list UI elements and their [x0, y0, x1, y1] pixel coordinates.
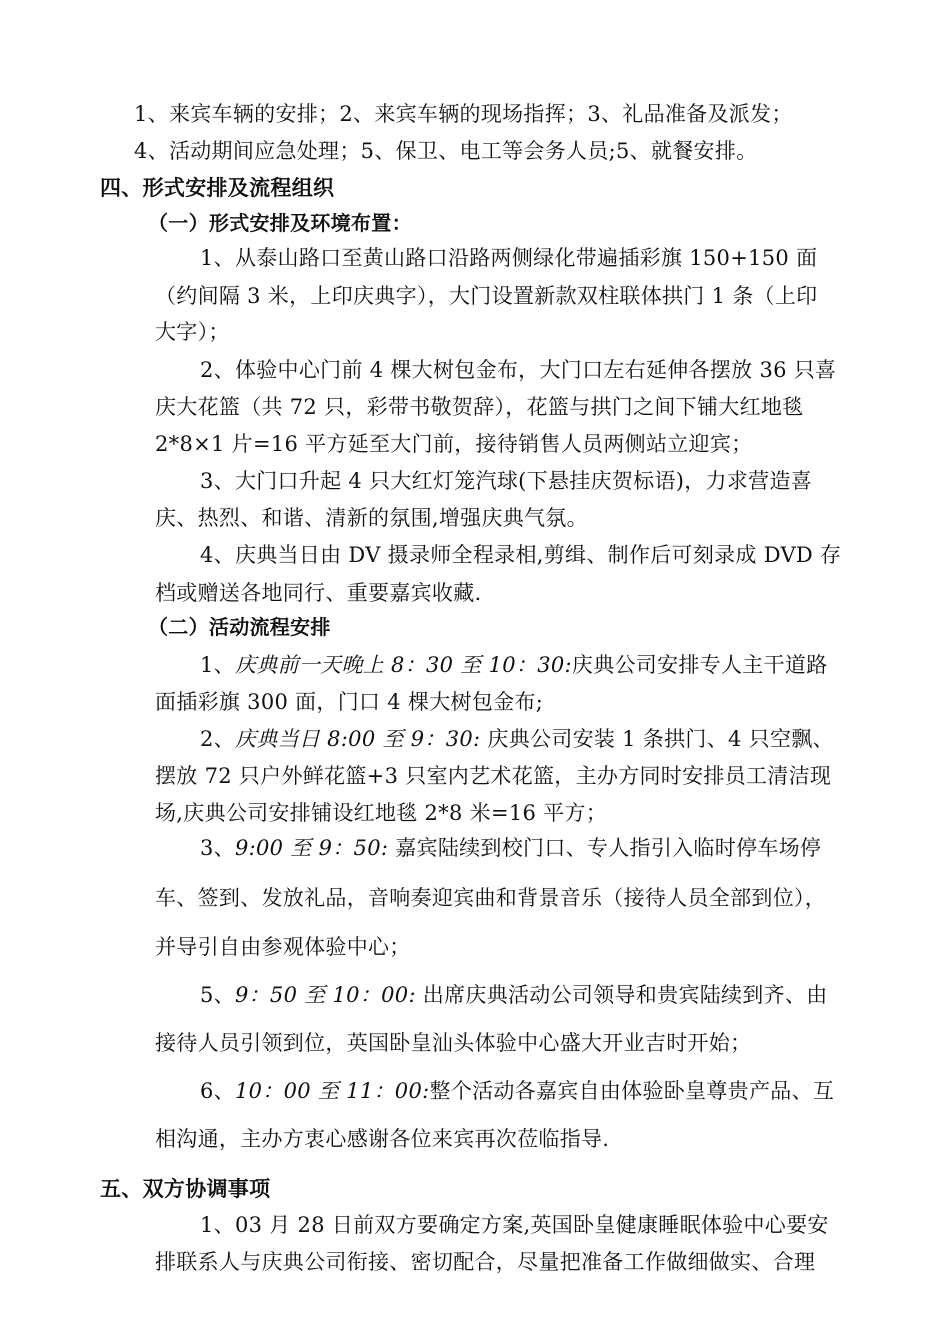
subsection-heading-2: （二）活动流程安排	[148, 615, 331, 639]
text-line: （约间隔 3 米，上印庆典字），大门设置新款双柱联体拱门 1 条（上印	[155, 284, 818, 308]
text-line: 排联系人与庆典公司衔接、密切配合，尽量把准备工作做细做实、合理	[155, 1250, 816, 1274]
text-line: 1、03 月 28 日前双方要确定方案,英国卧皇健康睡眠体验中心要安	[200, 1213, 829, 1237]
text-line: 4、庆典当日由 DV 摄录师全程录相,剪缉、制作后可刻录成 DVD 存	[200, 543, 842, 567]
text-line: 庆大花篮（共 72 只，彩带书敬贺辞），花篮与拱门之间下铺大红地毯	[155, 395, 804, 419]
section-heading-4: 四、形式安排及流程组织	[100, 176, 335, 200]
item-text: 整个活动各嘉宾自由体验卧皇尊贵产品、互	[429, 1079, 835, 1103]
text-line: 1、从泰山路口至黄山路口沿路两侧绿化带遍插彩旗 150+150 面	[200, 246, 818, 270]
section-heading-5: 五、双方协调事项	[100, 1177, 271, 1201]
text-line: 并导引自由参观体验中心；	[155, 935, 411, 959]
text-line: 2、体验中心门前 4 棵大树包金布，大门口左右延伸各摆放 36 只喜	[200, 358, 837, 382]
time-range: 庆典当日 8:00 至 9：30:	[234, 727, 481, 751]
text-line: 庆、热烈、和谐、清新的氛围,增强庆典气氛。	[155, 506, 588, 530]
text-line: 摆放 72 只户外鲜花篮+3 只室内艺术花篮，主办方同时安排员工清洁现	[155, 764, 832, 788]
flow-item-2	[200, 724, 834, 754]
text-line: 相沟通，主办方衷心感谢各位来宾再次莅临指导.	[155, 1127, 610, 1151]
flow-item-3	[200, 833, 821, 863]
time-range: 庆典前一天晚上 8：30 至 10：30:	[234, 653, 572, 677]
time-range: 9：50 至 10：00:	[234, 983, 416, 1007]
time-range: 10：00 至 11：00:	[234, 1079, 430, 1103]
subsection-heading-1: （一）形式安排及环境布置：	[148, 211, 412, 235]
text-line: 车、签到、发放礼品，音响奏迎宾曲和背景音乐（接待人员全部到位），	[155, 886, 827, 910]
text-line: 接待人员引领到位，英国卧皇汕头体验中心盛大开业吉时开始；	[155, 1031, 752, 1055]
item-text: 庆典公司安排专人主干道路	[571, 653, 828, 677]
text-line: 2*8×1 片=16 平方延至大门前，接待销售人员两侧站立迎宾；	[155, 432, 753, 456]
text-line: 档或赠送各地同行、重要嘉宾收藏.	[155, 581, 482, 605]
flow-item-5	[200, 980, 828, 1010]
text-line: 1、来宾车辆的安排；2、来宾车辆的现场指挥；3、礼品准备及派发；	[134, 102, 793, 126]
item-number: 1、	[200, 653, 235, 677]
item-text: 出席庆典活动公司领导和贵宾陆续到齐、由	[415, 983, 828, 1007]
text-line: 4、活动期间应急处理；5、保卫、电工等会务人员;5、就餐安排。	[134, 139, 758, 163]
text-line: 场,庆典公司安排铺设红地毯 2*8 米=16 平方；	[155, 801, 608, 825]
item-number: 3、	[200, 836, 235, 860]
time-range: 9:00 至 9：50:	[234, 836, 389, 860]
item-number: 2、	[200, 727, 235, 751]
text-line: 3、大门口升起 4 只大红灯笼汽球(下悬挂庆贺标语)，力求营造喜	[200, 469, 813, 493]
item-number: 5、	[200, 983, 235, 1007]
item-number: 6、	[200, 1079, 235, 1103]
item-text: 庆典公司安装 1 条拱门、4 只空飘、	[480, 727, 834, 751]
flow-item-6	[200, 1076, 834, 1106]
text-line: 面插彩旗 300 面，门口 4 棵大树包金布;	[155, 690, 544, 714]
flow-item-1	[200, 650, 828, 680]
text-line: 大字）；	[155, 320, 230, 344]
item-text: 嘉宾陆续到校门口、专人指引入临时停车场停	[388, 836, 822, 860]
